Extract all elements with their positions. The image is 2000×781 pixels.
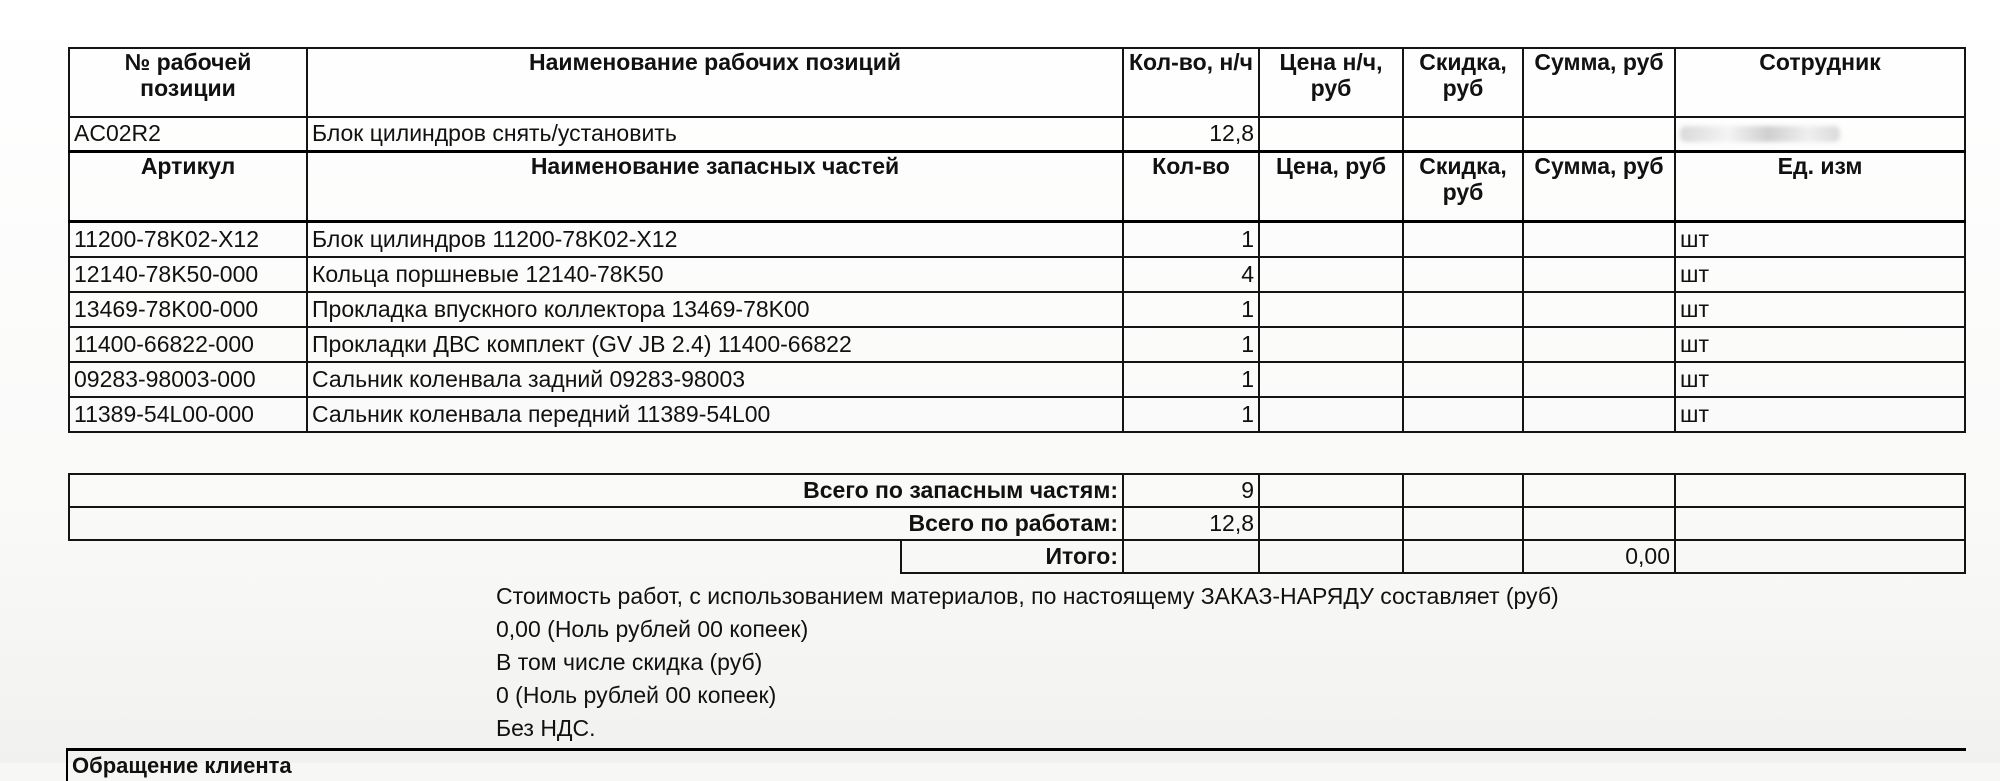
part-discount bbox=[1403, 257, 1523, 292]
totals-grand-discount bbox=[1403, 540, 1523, 573]
part-qty: 4 bbox=[1123, 257, 1259, 292]
part-price bbox=[1259, 362, 1403, 397]
totals-works-price bbox=[1259, 507, 1403, 540]
work-position-row bbox=[69, 117, 1965, 152]
work-header-row bbox=[69, 48, 1965, 117]
totals-grand-qty bbox=[1123, 540, 1259, 573]
col-part-qty: Кол-во bbox=[1123, 152, 1259, 222]
discount-amount-words: 0 (Ноль рублей 00 копеек) bbox=[496, 682, 777, 708]
client-request-section bbox=[66, 748, 1966, 781]
col-work-price: Цена н/ч, руб bbox=[1259, 48, 1403, 117]
totals-spacer bbox=[69, 540, 901, 573]
table-row bbox=[69, 222, 1965, 258]
part-name: Прокладки ДВС комплект (GV JB 2.4) 11400-66822 bbox=[307, 327, 1123, 362]
part-sum bbox=[1523, 362, 1675, 397]
discount-statement: В том числе скидка (руб) bbox=[496, 649, 763, 675]
part-name: Кольца поршневые 12140-78K50 bbox=[307, 257, 1123, 292]
part-unit: шт bbox=[1675, 292, 1965, 327]
part-discount bbox=[1403, 222, 1523, 258]
col-part-name: Наименование запасных частей bbox=[307, 152, 1123, 222]
totals-parts-price bbox=[1259, 474, 1403, 507]
col-article: Артикул bbox=[69, 152, 307, 222]
cost-amount-words: 0,00 (Ноль рублей 00 копеек) bbox=[496, 616, 809, 642]
part-unit: шт bbox=[1675, 222, 1965, 258]
work-code: AC02R2 bbox=[69, 117, 307, 152]
part-unit: шт bbox=[1675, 257, 1965, 292]
part-article: 11200-78K02-X12 bbox=[69, 222, 307, 258]
client-request-title: Обращение клиента bbox=[72, 753, 292, 778]
col-part-sum: Сумма, руб bbox=[1523, 152, 1675, 222]
totals-grand-label: Итого: bbox=[901, 540, 1123, 573]
part-name: Сальник коленвала передний 11389-54L00 bbox=[307, 397, 1123, 432]
table-row bbox=[69, 257, 1965, 292]
work-discount bbox=[1403, 117, 1523, 152]
part-qty: 1 bbox=[1123, 222, 1259, 258]
part-qty: 1 bbox=[1123, 362, 1259, 397]
part-sum bbox=[1523, 327, 1675, 362]
part-qty: 1 bbox=[1123, 292, 1259, 327]
work-employee bbox=[1675, 117, 1965, 152]
part-price bbox=[1259, 327, 1403, 362]
part-name: Сальник коленвала задний 09283-98003 bbox=[307, 362, 1123, 397]
part-price bbox=[1259, 257, 1403, 292]
part-unit: шт bbox=[1675, 327, 1965, 362]
totals-grand-sum: 0,00 bbox=[1523, 540, 1675, 573]
col-work-position: № рабочей позиции bbox=[69, 48, 307, 117]
cost-notes bbox=[496, 580, 1559, 745]
part-name: Прокладка впускного коллектора 13469-78K00 bbox=[307, 292, 1123, 327]
part-sum bbox=[1523, 257, 1675, 292]
parts-header-row bbox=[69, 152, 1965, 222]
work-sum bbox=[1523, 117, 1675, 152]
part-qty: 1 bbox=[1123, 397, 1259, 432]
col-work-sum: Сумма, руб bbox=[1523, 48, 1675, 117]
work-price bbox=[1259, 117, 1403, 152]
part-unit: шт bbox=[1675, 397, 1965, 432]
totals-grand-row bbox=[69, 540, 1965, 573]
totals-works-qty: 12,8 bbox=[1123, 507, 1259, 540]
part-sum bbox=[1523, 292, 1675, 327]
part-discount bbox=[1403, 397, 1523, 432]
table-row bbox=[69, 362, 1965, 397]
part-sum bbox=[1523, 222, 1675, 258]
table-row bbox=[69, 327, 1965, 362]
part-article: 12140-78K50-000 bbox=[69, 257, 307, 292]
col-work-name: Наименование рабочих позиций bbox=[307, 48, 1123, 117]
totals-parts-sum bbox=[1523, 474, 1675, 507]
col-part-discount: Скидка, руб bbox=[1403, 152, 1523, 222]
totals-table bbox=[68, 473, 1966, 574]
col-unit: Ед. изм bbox=[1675, 152, 1965, 222]
totals-grand-extra bbox=[1675, 540, 1965, 573]
table-row bbox=[69, 397, 1965, 432]
part-unit: шт bbox=[1675, 362, 1965, 397]
totals-works-row bbox=[69, 507, 1965, 540]
work-name: Блок цилиндров снять/установить bbox=[307, 117, 1123, 152]
vat-note: Без НДС. bbox=[496, 715, 596, 741]
work-order-table bbox=[68, 47, 1966, 433]
part-article: 11389-54L00-000 bbox=[69, 397, 307, 432]
part-price bbox=[1259, 292, 1403, 327]
part-price bbox=[1259, 222, 1403, 258]
col-work-qty: Кол-во, н/ч bbox=[1123, 48, 1259, 117]
totals-parts-row bbox=[69, 474, 1965, 507]
part-qty: 1 bbox=[1123, 327, 1259, 362]
totals-grand-price bbox=[1259, 540, 1403, 573]
part-discount bbox=[1403, 327, 1523, 362]
totals-parts-discount bbox=[1403, 474, 1523, 507]
totals-parts-extra bbox=[1675, 474, 1965, 507]
part-price bbox=[1259, 397, 1403, 432]
part-article: 13469-78K00-000 bbox=[69, 292, 307, 327]
totals-works-discount bbox=[1403, 507, 1523, 540]
totals-works-label: Всего по работам: bbox=[69, 507, 1123, 540]
cost-statement: Стоимость работ, с использованием материалов, по настоящему ЗАКАЗ-НАРЯДУ составляет (руб) bbox=[496, 583, 1559, 609]
part-sum bbox=[1523, 397, 1675, 432]
part-article: 09283-98003-000 bbox=[69, 362, 307, 397]
totals-parts-label: Всего по запасным частям: bbox=[69, 474, 1123, 507]
part-discount bbox=[1403, 292, 1523, 327]
work-qty: 12,8 bbox=[1123, 117, 1259, 152]
part-discount bbox=[1403, 362, 1523, 397]
col-work-discount: Скидка, руб bbox=[1403, 48, 1523, 117]
totals-works-sum bbox=[1523, 507, 1675, 540]
totals-parts-qty: 9 bbox=[1123, 474, 1259, 507]
table-row bbox=[69, 292, 1965, 327]
col-part-price: Цена, руб bbox=[1259, 152, 1403, 222]
part-name: Блок цилиндров 11200-78K02-X12 bbox=[307, 222, 1123, 258]
col-employee: Сотрудник bbox=[1675, 48, 1965, 117]
totals-works-extra bbox=[1675, 507, 1965, 540]
part-article: 11400-66822-000 bbox=[69, 327, 307, 362]
redacted-employee-name bbox=[1680, 126, 1840, 142]
